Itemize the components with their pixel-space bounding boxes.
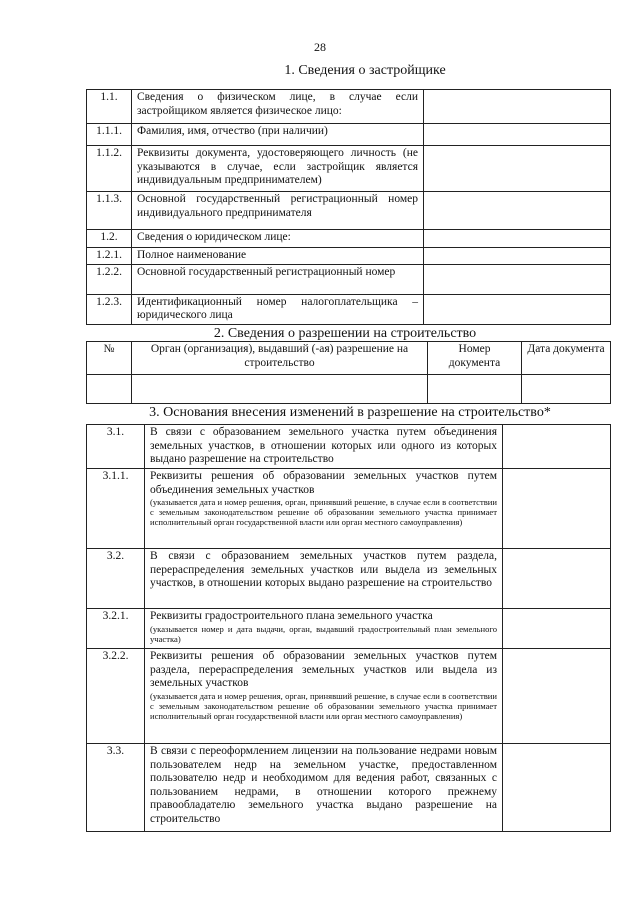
row-number: 3.2.1. [87, 609, 145, 649]
empty-cell [522, 375, 611, 404]
value-cell [503, 744, 611, 832]
row-label: Фамилия, имя, отчество (при наличии) [132, 124, 424, 146]
row-number: 1.1.1. [87, 124, 132, 146]
table-row [87, 192, 611, 230]
row-label: Идентификационный номер налогоплательщика – юридического лица [132, 294, 424, 324]
row-number: 3.1.1. [87, 469, 145, 549]
row-number: 1.1. [87, 90, 132, 124]
table-row [87, 744, 611, 832]
table-row [87, 90, 611, 124]
row-label [145, 425, 503, 469]
table-row [87, 124, 611, 146]
row-label: Сведения о физическом лице, в случае если застройщиком является физическое лицо: [132, 90, 424, 124]
column-header-number: № [87, 342, 132, 375]
table-row [87, 469, 611, 549]
value-cell [503, 549, 611, 609]
row-number: 3.3. [87, 744, 145, 832]
row-text: Реквизиты градостроительного плана земельного участка [150, 610, 433, 622]
row-number: 1.1.3. [87, 192, 132, 230]
column-header-doc-number: Номер документа [428, 342, 522, 375]
row-number: 1.2. [87, 230, 132, 248]
row-label [145, 649, 503, 744]
value-cell [503, 609, 611, 649]
value-cell [424, 90, 611, 124]
row-text: Реквизиты решения об образовании земельных участков путем раздела, перераспределения земельных участков или выдела из земельных участков [150, 650, 497, 689]
table-row [87, 425, 611, 469]
row-number: 3.1. [87, 425, 145, 469]
row-text: В связи с образованием земельного участка путем объединения земельных участков, в отношении которых или одного из которых выдано разрешение на строительство [150, 426, 497, 465]
table-row [87, 549, 611, 609]
table-row [87, 375, 611, 404]
row-label: Основной государственный регистрационный номер индивидуального предпринимателя [132, 192, 424, 230]
table-row [87, 264, 611, 294]
row-number: 1.2.2. [87, 264, 132, 294]
column-header-authority: Орган (организация), выдавший (-ая) разрешение на строительство [132, 342, 428, 375]
value-cell [503, 425, 611, 469]
row-number: 1.1.2. [87, 146, 132, 192]
table-header-row [87, 342, 611, 375]
table-row [87, 294, 611, 324]
column-header-doc-date: Дата документа [522, 342, 611, 375]
value-cell [424, 248, 611, 265]
row-number: 1.2.1. [87, 248, 132, 265]
row-number: 3.2.2. [87, 649, 145, 744]
permit-table [86, 341, 611, 404]
section1-title: 1. Сведения о застройщике [284, 63, 446, 78]
row-number: 1.2.3. [87, 294, 132, 324]
section2-title: 2. Сведения о разрешении на строительство [213, 326, 477, 341]
value-cell [424, 230, 611, 248]
value-cell [503, 649, 611, 744]
row-note: (указывается дата и номер решения, орган, принявший решение, в случае если в соответствии с земельным законодательством решение об образовании земельного участка принимает исполнительный орган государственной власти или орган местного самоуправления) [150, 690, 497, 721]
table-row [87, 146, 611, 192]
table-row [87, 649, 611, 744]
row-label: Основной государственный регистрационный номер [132, 264, 424, 294]
row-label [145, 549, 503, 609]
row-text: В связи с образованием земельных участков путем раздела, перераспределения земельных участков или выдела из земельных участков, в отношении которых выдано разрешение на строительство [150, 550, 497, 589]
row-label [145, 609, 503, 649]
section3-title: 3. Основания внесения изменений в разрешение на строительство* [149, 405, 551, 420]
value-cell [424, 192, 611, 230]
row-number: 3.2. [87, 549, 145, 609]
applicant-table [86, 89, 611, 325]
row-text: Реквизиты решения об образовании земельных участков путем объединения земельных участков [150, 470, 497, 496]
value-cell [424, 124, 611, 146]
empty-cell [87, 375, 132, 404]
page-number: 28 [314, 40, 326, 54]
row-label: Реквизиты документа, удостоверяющего личность (не указываются в случае, если застройщик является индивидуальным предпринимателем) [132, 146, 424, 192]
table-row [87, 248, 611, 265]
row-text: В связи с переоформлением лицензии на пользование недрами новым пользователем недр на земельном участке, предоставленном пользователю недр и необходимом для ведения работ, связанных с пользованием недрами, в отношении которого прежнему правообладателю земельного участка выдано разрешение на строительство [150, 745, 497, 825]
value-cell [424, 264, 611, 294]
row-note: (указывается номер и дата выдачи, орган, выдавший градостроительный план земельного участка) [150, 623, 497, 644]
row-label: Сведения о юридическом лице: [132, 230, 424, 248]
empty-cell [132, 375, 428, 404]
value-cell [503, 469, 611, 549]
row-label: Полное наименование [132, 248, 424, 265]
value-cell [424, 146, 611, 192]
table-row [87, 609, 611, 649]
row-label [145, 469, 503, 549]
row-label [145, 744, 503, 832]
table-row [87, 230, 611, 248]
row-note: (указывается дата и номер решения, орган, принявший решение, в случае если в соответствии с земельным законодательством решение об образовании земельного участка принимает исполнительный орган государственной власти или орган местного самоуправления) [150, 497, 497, 527]
empty-cell [428, 375, 522, 404]
grounds-table [86, 424, 611, 832]
value-cell [424, 294, 611, 324]
